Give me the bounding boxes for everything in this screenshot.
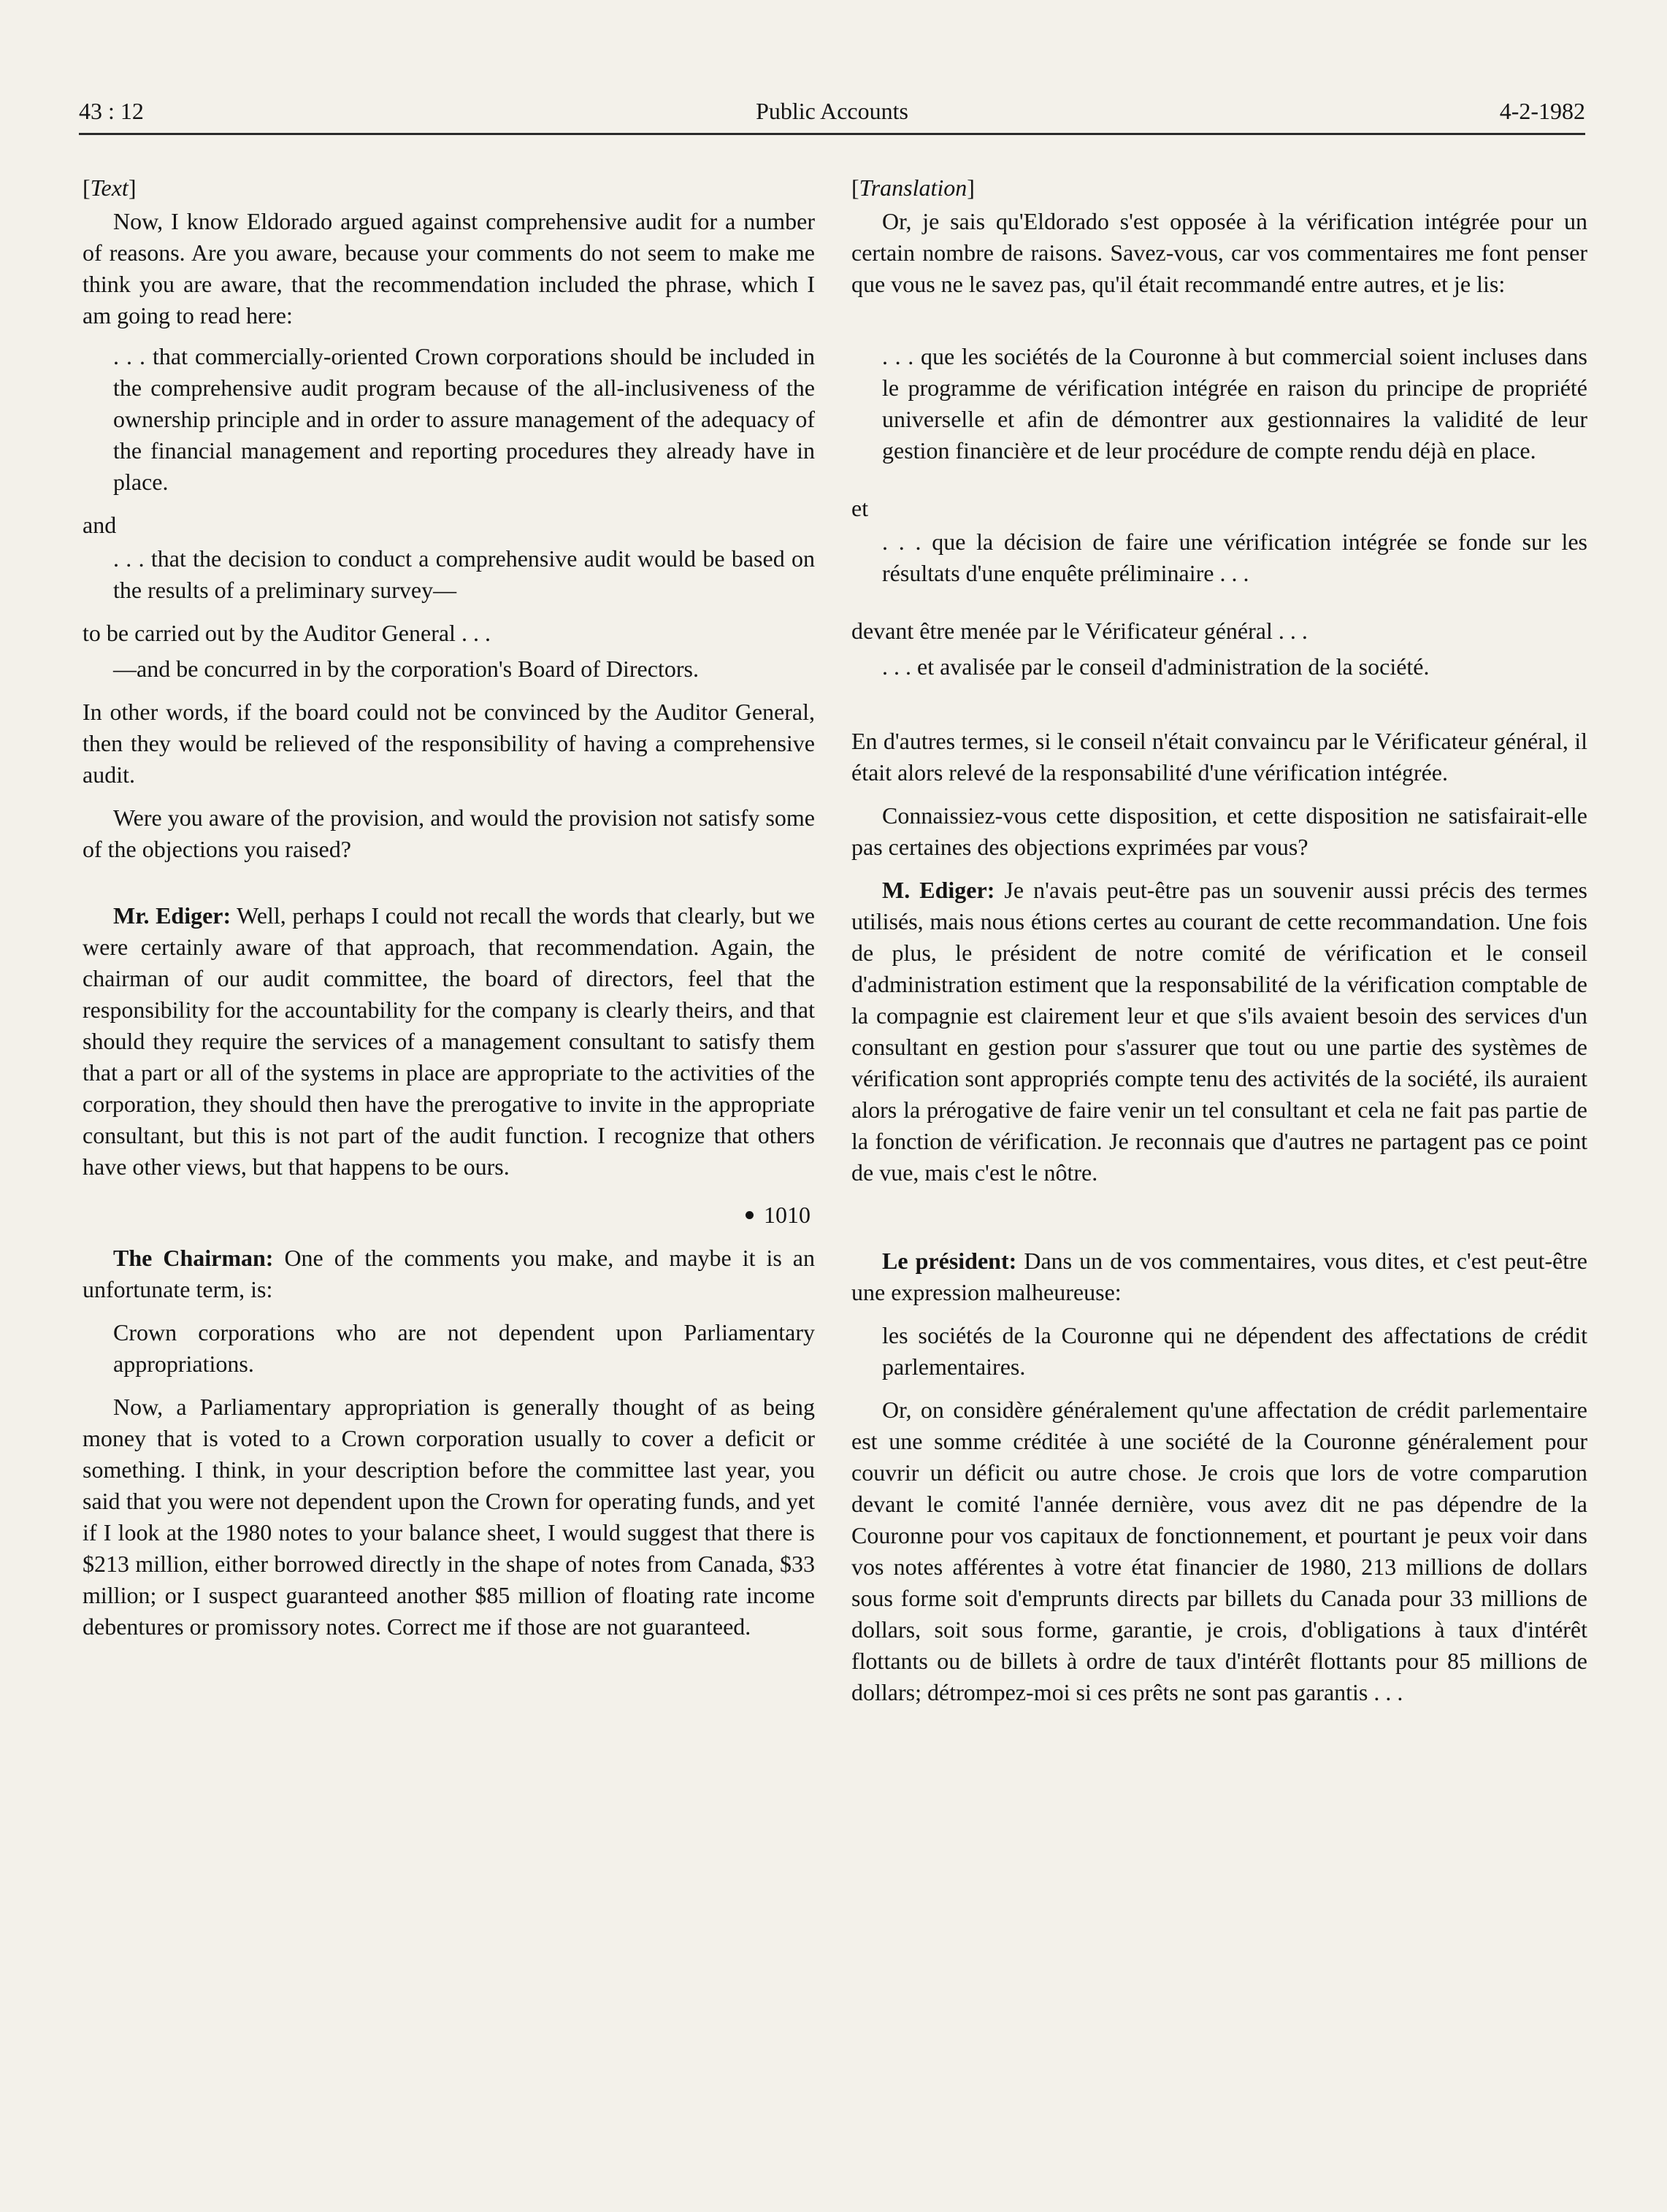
- speaker-paragraph: Mr. Ediger: Well, perhaps I could not recall the words that clearly, but we were certainly aware of that approach, that recommendation. Again, the chairman of our audit committee, the board of directors, feel that the responsibility for the accountability for the company is clearly theirs, and that should they require the services of a management consultant to satisfy them that a part or all of the systems in place are appropriate to the activities of the corporation, they should then have the prerogative to invite in the appropriate consultant, but this is not part of the audit function. I recognize that others have other views, but that happens to be ours.: [83, 902, 815, 1180]
- paragraph: Or, je sais qu'Eldorado s'est opposée à la vérification intégrée pour un certain nombre de raisons. Savez-vous, car vos commentaires me font penser que vous ne le savez pas, qu'il était recommandé entre autres, et je lis:: [851, 208, 1587, 297]
- block-quote: —and be concurred in by the corporation's Board of Directors.: [113, 656, 699, 682]
- paragraph: Were you aware of the provision, and would the provision not satisfy some of the objections you raised?: [83, 804, 815, 862]
- block-quote: Crown corporations who are not dependent upon Parliamentary appropriations.: [113, 1319, 815, 1377]
- speaker-paragraph: M. Ediger: Je n'avais peut-être pas un souvenir aussi précis des termes utilisés, mais nous étions certes au courant de cette recommandation. Une fois de plus, le président de notre comité de vérification et le conseil d'administration estiment que la responsabilité de la vérification comptable de la compagnie est clairement leur et que s'ils avaient besoin des services d'un consultant en gestion pour s'assurer que tout ou une partie des systèmes de vérification sont appropriés compte tenu des activités de la société, ils auraient alors la prérogative de faire venir un tel consultant et cela ne fait pas partie de la fonction de vérification. Je reconnais que d'autres ne partagent pas ce point de vue, mais c'est le nôtre.: [851, 877, 1588, 1186]
- speaker-name: Mr. Ediger:: [113, 902, 231, 929]
- paragraph: and: [83, 512, 117, 538]
- paragraph: Connaissiez-vous cette disposition, et cette disposition ne satisfairait-elle pas certaines des objections exprimées par vous?: [851, 802, 1587, 860]
- speaker-paragraph: Le président: Dans un de vos commentaires, vous dites, et c'est peut-être une expression malheureuse:: [851, 1248, 1587, 1305]
- page-header: [79, 96, 1585, 135]
- header-date: 4-2-1982: [1499, 98, 1585, 124]
- block-quote: les sociétés de la Couronne qui ne dépendent des affectations de crédit parlementaires.: [882, 1322, 1587, 1380]
- paragraph: devant être menée par le Vérificateur général . . .: [851, 618, 1308, 644]
- running-title: Public Accounts: [756, 98, 908, 124]
- paragraph: En d'autres termes, si le conseil n'était convaincu par le Vérificateur général, il était alors relevé de la responsabilité d'une vérification intégrée.: [851, 728, 1587, 786]
- section-tag: [Text]: [83, 174, 137, 201]
- paragraph: et: [851, 495, 869, 521]
- speaker-name: M. Ediger:: [882, 877, 995, 903]
- block-quote: . . . that the decision to conduct a comprehensive audit would be based on the results of a preliminary survey—: [113, 545, 815, 603]
- block-quote: . . . que la décision de faire une vérification intégrée se fonde sur les résultats d'une enquête préliminaire . . .: [882, 529, 1587, 586]
- paragraph: In other words, if the board could not be convinced by the Auditor General, then they would be relieved of the responsibility of having a comprehensive audit.: [83, 699, 815, 788]
- block-quote: . . . that commercially-oriented Crown corporations should be included in the comprehensive audit program because of the all-inclusiveness of the ownership principle and in order to assure management of the adequacy of the financial management and reporting procedures they already have in place.: [113, 343, 815, 495]
- block-quote: . . . et avalisée par le conseil d'administration de la société.: [882, 653, 1430, 680]
- time-marker: 1010: [83, 1199, 815, 1231]
- english-column: [83, 172, 815, 1643]
- paragraph: to be carried out by the Auditor General . . .: [83, 620, 491, 646]
- bullet-icon: [746, 1211, 754, 1219]
- paragraph: Now, I know Eldorado argued against comprehensive audit for a number of reasons. Are you aware, because your comments do not seem to make me think you are aware, that the recommendation included the phrase, which I am going to read here:: [83, 208, 815, 329]
- speaker-paragraph: The Chairman: One of the comments you make, and maybe it is an unfortunate term, is:: [83, 1245, 816, 1302]
- paragraph: Now, a Parliamentary appropriation is generally thought of as being money that is voted to a Crown corporation usually to cover a deficit or something. I think, in your description before the committee last year, you said that you were not dependent upon the Crown for operating funds, and yet if I look at the 1980 notes to your balance sheet, I would suggest that there is $213 million, either borrowed directly in the shape of notes from Canada, $33 million; or I suspect guaranteed another $85 million of floating rate income debentures or promissory notes. Correct me if those are not guaranteed.: [83, 1394, 815, 1640]
- french-column: [851, 172, 1587, 1708]
- speaker-name: The Chairman:: [113, 1245, 274, 1271]
- paragraph: Or, on considère généralement qu'une affectation de crédit parlementaire est une somme créditée à une société de la Couronne généralement pour couvrir un déficit ou autre chose. Je crois que lors de votre comparution devant le comité l'année dernière, vous avez dit ne pas dépendre de la Couronne pour vos capitaux de fonctionnement, et pourtant je peux voir dans vos notes afférentes à votre état financier de 1980, 213 millions de dollars sous forme soit d'emprunts directs par billets du Canada pour 33 millions de dollars, soit sous forme, garantie, je crois, d'obligations à taux d'intérêt flottants ou de billets à ordre de taux d'intérêt flottants pour 85 millions de dollars; détrompez-moi si ces prêts ne sont pas garantis . . .: [851, 1397, 1587, 1705]
- block-quote: . . . que les sociétés de la Couronne à but commercial soient incluses dans le programme de vérification intégrée en raison du principe de propriété universelle et afin de démontrer aux gestionnaires la validité de leur gestion financière et de leur procédure de compte rendu déjà en place.: [882, 343, 1587, 464]
- section-tag: [Translation]: [851, 174, 975, 201]
- page-number: 43 : 12: [79, 98, 144, 124]
- speaker-name: Le président:: [882, 1248, 1017, 1274]
